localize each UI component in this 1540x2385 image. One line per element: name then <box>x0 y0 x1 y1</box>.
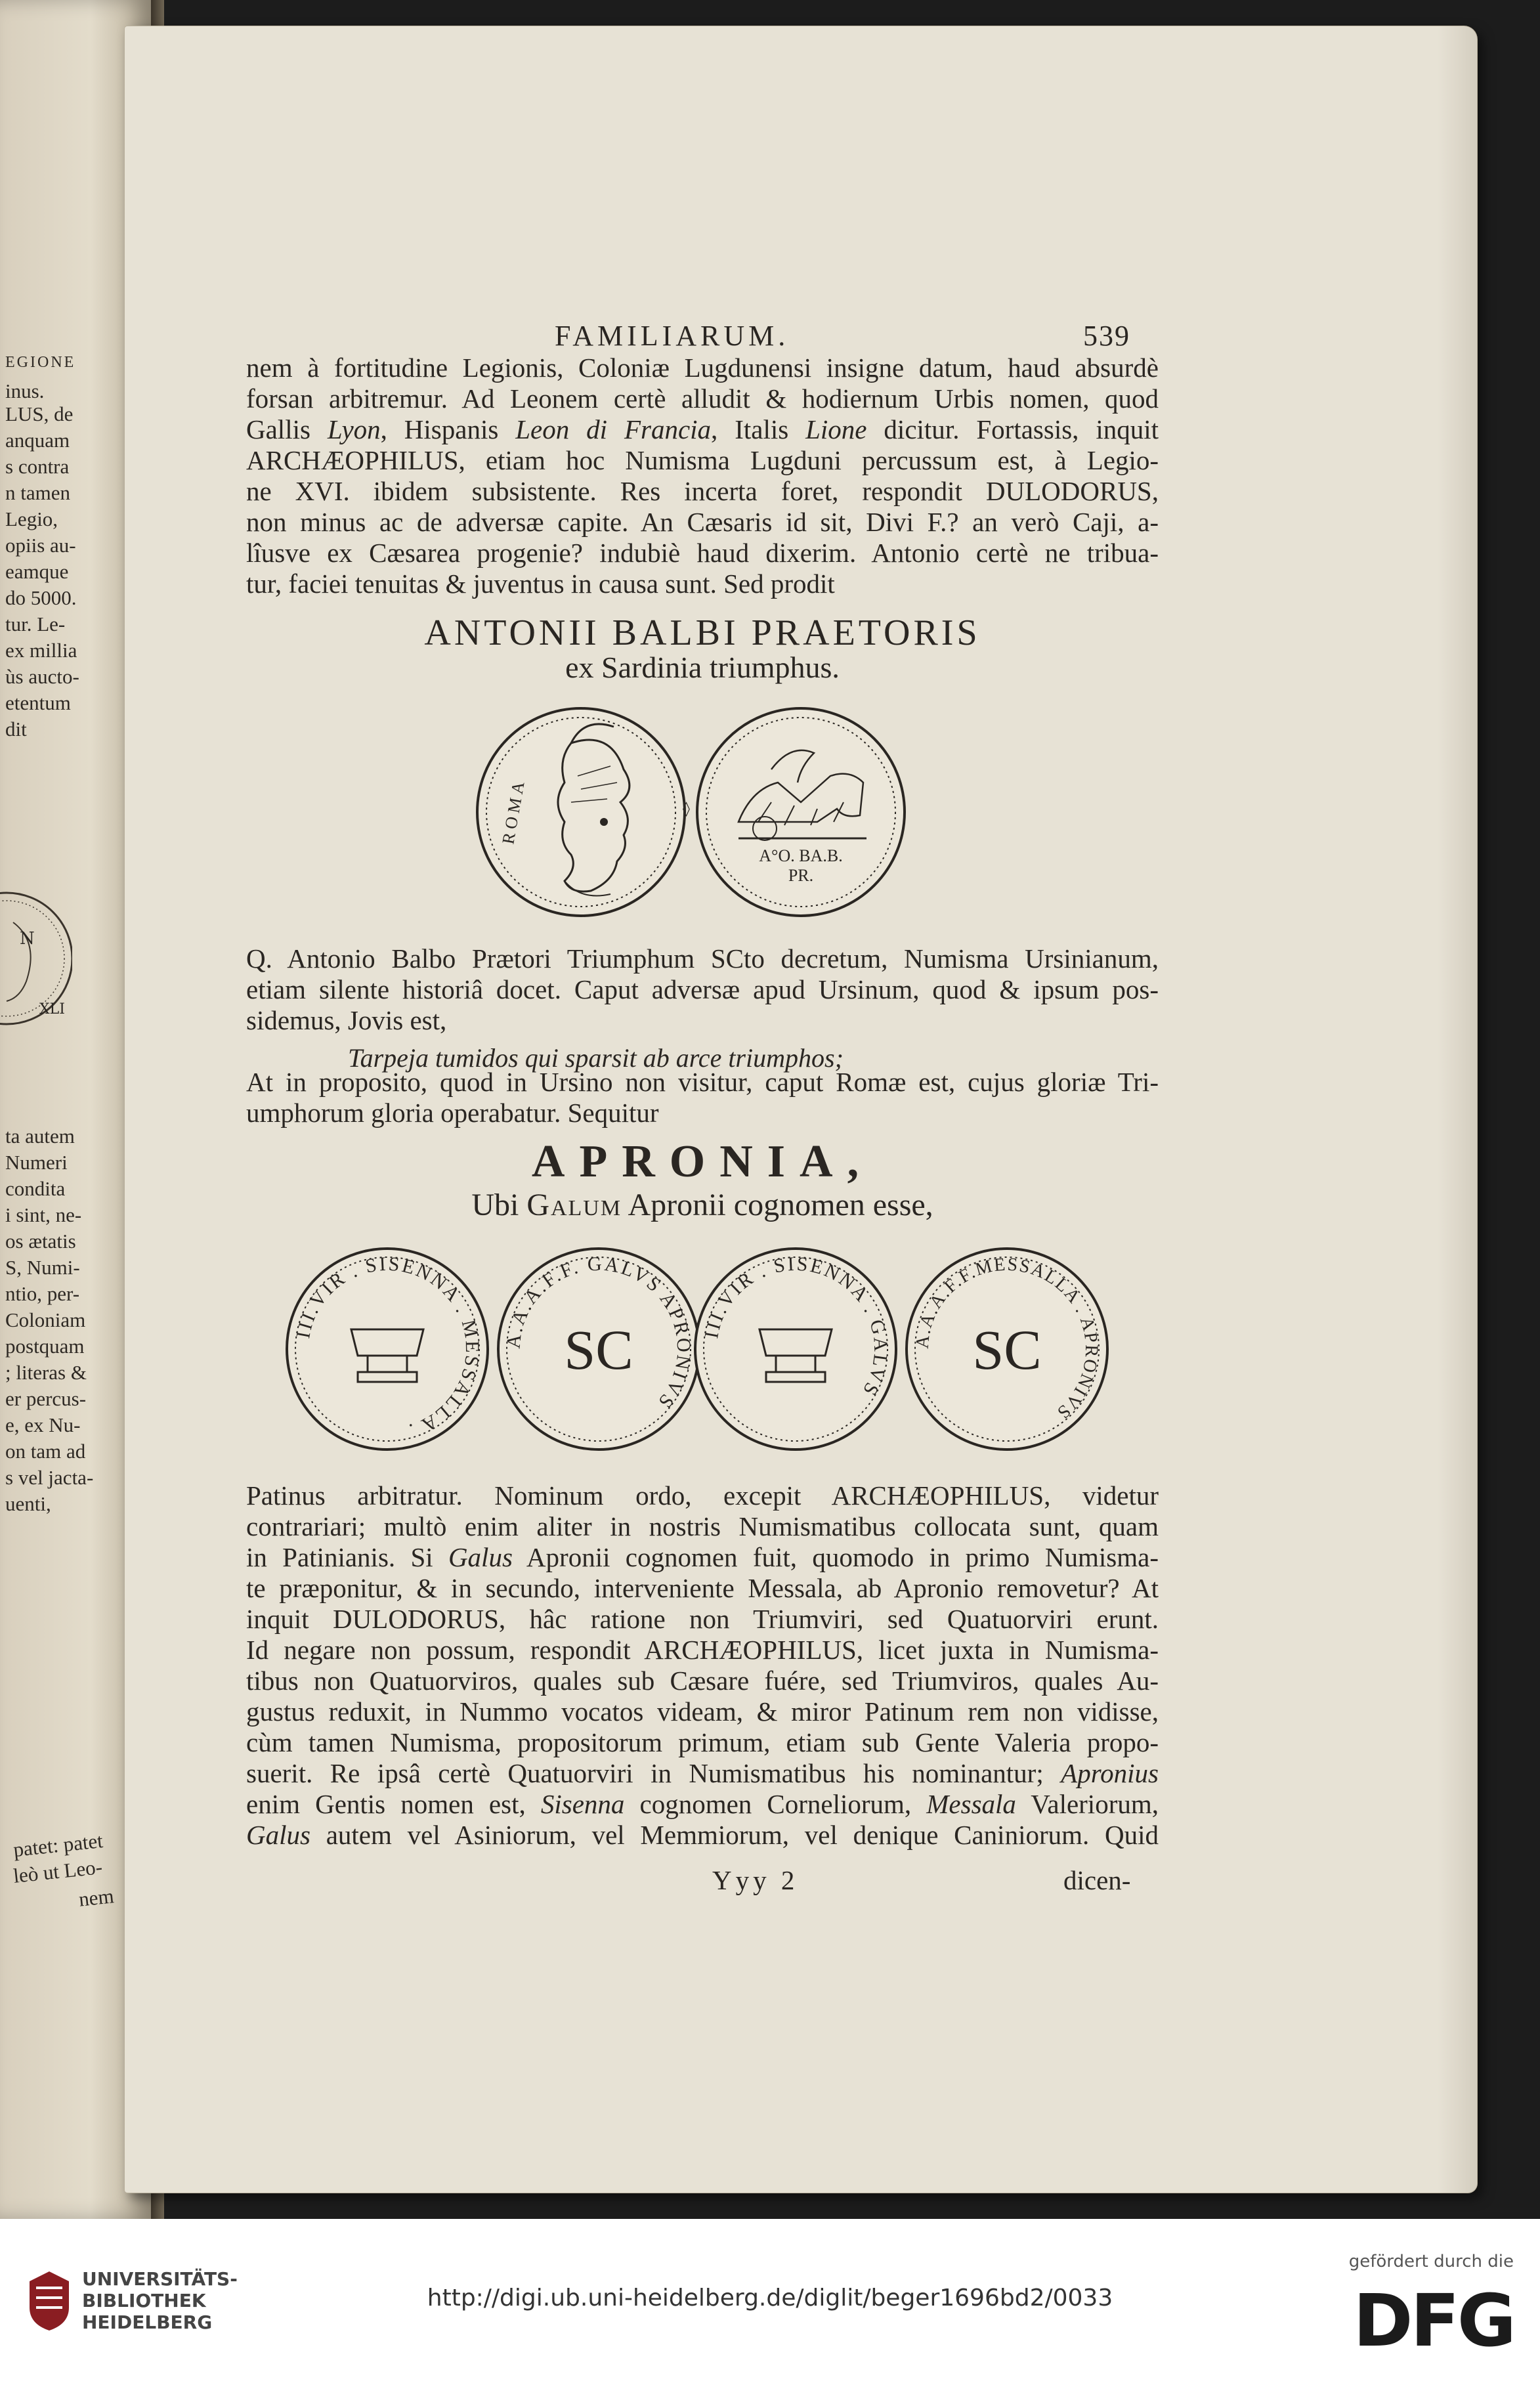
left-page-text-fragment: s vel jacta- <box>5 1466 94 1489</box>
section-title-antonii: ANTONII BALBI PRAETORIS <box>424 612 981 653</box>
funding-note: gefördert durch die <box>1348 2252 1514 2271</box>
text-line: inquit DULODORUS, hâc ratione non Triumviri, sed Quatuorviri erunt. <box>246 1604 1159 1634</box>
catchword: dicen- <box>1063 1865 1131 1895</box>
text-line: sidemus, Jovis est, <box>246 1005 447 1035</box>
left-page-text-fragment: er percus- <box>5 1387 87 1410</box>
text-line: forsan arbitremur. Ad Leonem certè alludit & hodiernum Urbis nomen, quod <box>246 383 1159 414</box>
left-page-text-fragment: ùs aucto- <box>5 665 79 688</box>
text-line: Galus autem vel Asiniorum, vel Memmiorum, vel denique Caniniorum. Quid <box>246 1820 1159 1850</box>
left-page-text-fragment: do 5000. <box>5 586 77 609</box>
coin-apronia-3-legend: III.VIR . SISENNA . GALVS <box>700 1253 892 1401</box>
left-page-text-fragment: etentum <box>5 691 71 714</box>
coin-chariot-reverse <box>693 704 909 920</box>
left-page-text-fragment: os ætatis <box>5 1230 76 1253</box>
text-line: tibus non Quatuorviros, quales sub Cæsare fuére, sed Triumviros, quales Au- <box>246 1665 1159 1696</box>
left-page-text-fragment: nem <box>77 1884 116 1911</box>
university-name: UNIVERSITÄTS- BIBLIOTHEK HEIDELBERG <box>82 2268 238 2333</box>
text-line: At in proposito, quod in Ursino non visitur, caput Romæ est, cujus gloriæ Tri- <box>246 1067 1159 1097</box>
left-page-text-fragment: anquam <box>5 429 70 452</box>
coin-roma-legend: ROMA <box>498 776 529 846</box>
text-line: tur, faciei tenuitas & juventus in causa sunt. Sed prodit <box>246 569 835 599</box>
left-page-text-fragment: Coloniam <box>5 1308 86 1331</box>
left-page-text-fragment: s contra <box>5 455 70 478</box>
left-page-text-fragment: eamque <box>5 560 69 583</box>
left-page-text-fragment: ntio, per- <box>5 1282 80 1305</box>
left-page-text-fragment: on tam ad <box>5 1440 86 1463</box>
coin-apronia-2-legend: A.A.A.F.F. GALVS APRONIVS <box>502 1253 695 1414</box>
coin-apronia-2-center: SC <box>564 1318 633 1381</box>
text-line: in Patinianis. Si Galus Apronii cognomen fuit, quomodo in primo Numisma- <box>246 1542 1159 1572</box>
running-head-title: FAMILIARUM. <box>555 320 790 352</box>
source-url[interactable]: http://digi.ub.uni-heidelberg.de/diglit/beger1696bd2/0033 <box>427 2285 1113 2311</box>
left-page-text-fragment: opiis au- <box>5 534 76 557</box>
left-page-text-fragment: inus. <box>5 379 45 402</box>
signature-mark: Yyy 2 <box>712 1865 799 1895</box>
text-line: lîusve ex Cæsarea progenie? indubiè haud dixerim. Antonio certè ne tribua- <box>246 538 1159 568</box>
text-line: Id negare non possum, respondit ARCHÆOPHILUS, licet juxta in Numisma- <box>246 1635 1159 1665</box>
page-number: 539 <box>1083 320 1130 352</box>
text-line: te præponitur, & in secundo, interveniente Messala, ab Apronio removetur? At <box>246 1573 1159 1603</box>
text-line: nem à fortitudine Legionis, Coloniæ Lugdunensi insigne datum, haud absurdè <box>246 353 1159 383</box>
text-line: umphorum gloria operabatur. Sequitur <box>246 1098 659 1128</box>
left-page-text-fragment: tur. Le- <box>5 612 66 635</box>
left-page-text-fragment: ex millia <box>5 639 77 662</box>
left-page-text-fragment: uenti, <box>5 1492 51 1515</box>
text-line: contrariari; multò enim aliter in nostris Numismatibus collocata sunt, quam <box>246 1511 1159 1541</box>
left-page-text-fragment: ta autem <box>5 1125 75 1148</box>
left-page-text-fragment: S, Numi- <box>5 1256 80 1279</box>
coin-roma-obverse <box>473 704 689 920</box>
quotation: Tarpeja tumidos qui sparsit ab arce triumphos; <box>348 1043 844 1073</box>
left-page-text-fragment: patet: patet <box>12 1828 104 1862</box>
left-page-text-fragment: i sint, ne- <box>5 1203 82 1226</box>
coin-apronia-4-legend: A.A.A.F.F.MESSALLA . APRONIVS <box>912 1254 1102 1424</box>
left-page-coin-fragment <box>0 883 72 1034</box>
left-page-text-fragment: postquam <box>5 1335 85 1358</box>
coin-chariot-legend-1: A°O. BA.B. <box>759 846 843 865</box>
left-page-text-fragment: Legio, <box>5 507 58 530</box>
left-page-text-fragment: Numeri <box>5 1151 68 1174</box>
left-coin-numeral: XLI <box>39 1001 65 1018</box>
text-line: non minus ac de adversæ capite. An Cæsaris id sit, Divi F.? an verò Caji, a- <box>246 507 1159 537</box>
left-page-text-fragment: dit <box>5 718 27 741</box>
subtitle-pre: Ubi <box>471 1188 527 1222</box>
left-page-text-fragment: n tamen <box>5 481 70 504</box>
section-subtitle-apronia <box>246 1187 1159 1223</box>
left-page-text-fragment: LUS, de <box>5 402 74 425</box>
dfg-logo: DFG <box>1353 2279 1514 2363</box>
left-page-text-fragment: leò ut Leo- <box>12 1855 104 1888</box>
section-title-apronia: APRONIA, <box>531 1136 874 1187</box>
left-page-text-fragment: ; literas & <box>5 1361 87 1384</box>
left-page-text-fragment: condita <box>5 1177 66 1200</box>
coin-chariot-legend-2: PR. <box>788 866 814 885</box>
text-line: Gallis Lyon, Hispanis Leon di Francia, Italis Lione dicitur. Fortassis, inquit <box>246 414 1159 444</box>
coin-connector: ◊ <box>683 801 690 817</box>
text-line: etiam silente historiâ docet. Caput adversæ apud Ursinum, quod & ipsum pos- <box>246 974 1159 1004</box>
left-page-text-fragment: e, ex Nu- <box>5 1413 81 1436</box>
coin-apronia-3 <box>691 1244 901 1454</box>
section-subtitle-antonii: ex Sardinia triumphus. <box>565 651 840 684</box>
coin-apronia-1-legend: III.VIR . SISENNA . MESSALLA . <box>292 1253 484 1442</box>
text-line: Q. Antonio Balbo Prætori Triumphum SCto decretum, Numisma Ursinianum, <box>246 943 1159 974</box>
coin-apronia-2 <box>494 1244 704 1454</box>
text-line: ne XVI. ibidem subsistente. Res incerta foret, respondit DULODORUS, <box>246 476 1159 506</box>
coin-apronia-4 <box>902 1244 1112 1454</box>
left-page-text-fragment: EGIONE <box>5 354 76 371</box>
text-line: cùm tamen Numisma, propositorum primum, etiam sub Gente Valeria propo- <box>246 1727 1159 1757</box>
text-line: enim Gentis nomen est, Sisenna cognomen Corneliorum, Messala Valeriorum, <box>246 1789 1159 1819</box>
text-line: Patinus arbitratur. Nominum ordo, excepit ARCHÆOPHILUS, videtur <box>246 1480 1159 1511</box>
text-line: gustus reduxit, in Nummo vocatos videam, & miror Patinum rem non vidisse, <box>246 1696 1159 1727</box>
coin-apronia-4-center: SC <box>972 1318 1042 1381</box>
text-line: ARCHÆOPHILUS, etiam hoc Numisma Lugduni percussum est, à Legio- <box>246 445 1159 475</box>
subtitle-smallcaps: Galum <box>526 1188 622 1222</box>
left-coin-letter: N <box>20 929 35 949</box>
text-line: suerit. Re ipsâ certè Quatuorviri in Numismatibus his nominantur; Apronius <box>246 1758 1159 1788</box>
coin-apronia-1 <box>282 1244 492 1454</box>
subtitle-post: Apronii cognomen esse, <box>622 1188 933 1222</box>
